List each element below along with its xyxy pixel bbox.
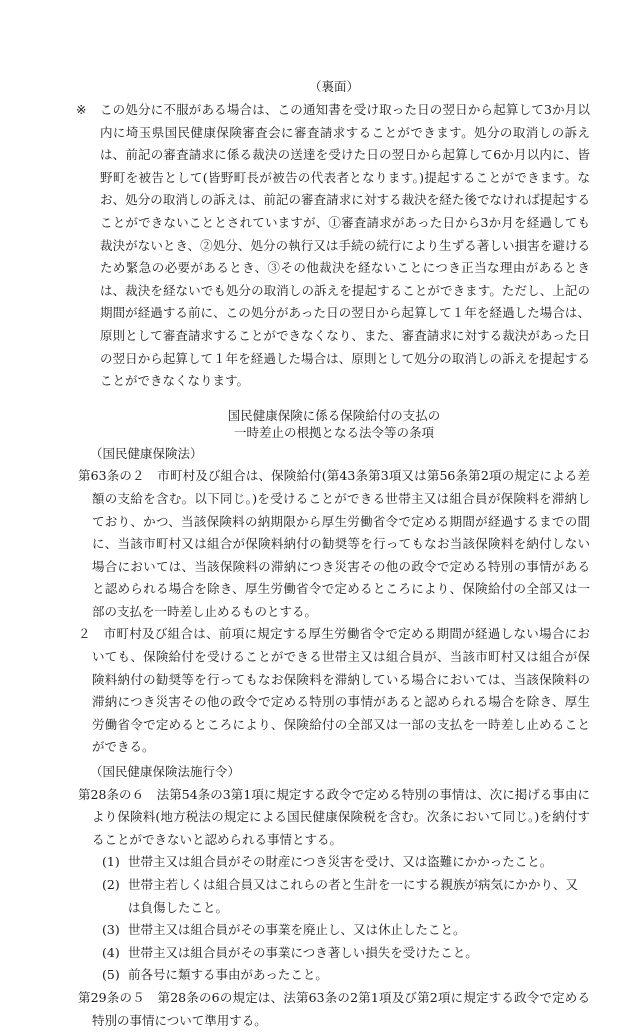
list-item xyxy=(78,919,590,942)
article-63-2-paragraph-2: ２ 市町村及び組合は、前項に規定する厚生労働省令で定める期間が経過しない場合においても、保険給付を受けることができる世帯主又は組合員が、当該市町村又は組合が保険料納付の勧奨等を行ってもなお保険料を滞納している場合においては、当該保険料の滞納につき災害その他の政令で定める特別の事情があると認められる場合を除き、厚生労働省令で定めるところにより、保険給付の全部又は一部の支払を一時差し止めることができる。 xyxy=(78,626,590,755)
article-29-5: 第29条の５ 第28条の6の規定は、法第63条の2第1項及び第2項に規定する政令で定める特別の事情について準用する。 xyxy=(78,989,590,1028)
item-number: (5) xyxy=(102,967,120,983)
law-name-nhi-act: （国民健康保険法） xyxy=(90,445,203,461)
appeal-notice-text: この処分に不服がある場合は、この通知書を受け取った日の翌日から起算して3か月以内に埼玉県国民健康保険審査会に審査請求することができます。処分の取消しの訴えは、前記の審査請求に係る裁決の送達を受けた日の翌日から起算して6か月以内に、皆野町を被告として(皆野町長が被告の代表者となります。)提起することができます。なお、処分の取消しの訴えは、前記の審査請求に対する裁決を経た後でなければ提起することができないこととされていますが、①審査請求があった日から3か月を経過しても裁決がないとき、②処分、処分の執行又は手続の続行により生ずる著しい損害を避けるため緊急の必要があるとき、③その他裁決を経ないことにつき正当な理由があるときは、裁決を経ないでも処分の取消しの訴えを提起することができます。ただし、上記の期間が経過する前に、この処分があった日の翌日から起算して１年を経過した場合は、原則として審査請求することができなくなり、また、審査請求に対する裁決があった日の翌日から起算して１年を経過した場合は、原則として処分の取消しの訴えを提起することができなくなります。 xyxy=(100,102,590,389)
article-28-6: 第28条の６ 法第54条の3第1項に規定する政令で定める特別の事情は、次に掲げる事由により保険料(地方税法の規定による国民健康保険税を含む。次条において同じ。)を納付することができないと認められる事情とする。 xyxy=(78,786,590,847)
item-text: 前各号に類する事由があったこと。 xyxy=(128,967,328,983)
item-number: (2) xyxy=(102,877,120,892)
section-title-line2: 一時差止の根拠となる法令等の条項 xyxy=(233,424,434,440)
list-item xyxy=(78,964,590,987)
item-text: 世帯主又は組合員がその事業を廃止し、又は休止したこと。 xyxy=(128,922,466,938)
list-item xyxy=(78,874,590,919)
item-number: (3) xyxy=(102,922,120,938)
item-list xyxy=(78,851,590,987)
notice-mark: ※ xyxy=(76,102,87,117)
item-text: 世帯主若しくは組合員又はこれらの者と生計を一にする親族が病気にかかり、又は負傷したこと。 xyxy=(128,877,579,915)
section-title xyxy=(78,407,590,441)
item-text: 世帯主又は組合員がその事業につき著しい損失を受けたこと。 xyxy=(128,944,478,960)
section-title-line1: 国民健康保険に係る保険給付の支払の xyxy=(227,407,441,423)
law-name-nhi-order: （国民健康保険法施行令） xyxy=(90,764,241,780)
appeal-notice xyxy=(78,99,590,393)
item-text: 世帯主又は組合員がその財産につき災害を受け、又は盗難にかかったこと。 xyxy=(128,854,553,870)
list-item xyxy=(78,942,590,965)
reverse-side-label: （裏面） xyxy=(308,79,359,94)
list-item xyxy=(78,851,590,874)
item-number: (4) xyxy=(102,944,120,960)
item-number: (1) xyxy=(102,854,120,870)
article-63-2: 第63条の２ 市町村及び組合は、保険給付(第43条第3項又は第56条第2項の規定による差額の支給を含む。以下同じ。)を受けることができる世帯主又は組合員が保険料を滞納しており、かつ、当該保険料の納期限から厚生労働省令で定める期間が経過するまでの間に、当該市町村又は組合が保険料納付の勧奨等を行ってもなお当該保険料を納付しない場合においては、当該保険料の滞納につき災害その他の政令で定める特別の事情があると認められる場合を除き、厚生労働省令で定めるところにより、保険給付の全部又は一部の支払を一時差し止めるものとする。 xyxy=(78,468,590,619)
